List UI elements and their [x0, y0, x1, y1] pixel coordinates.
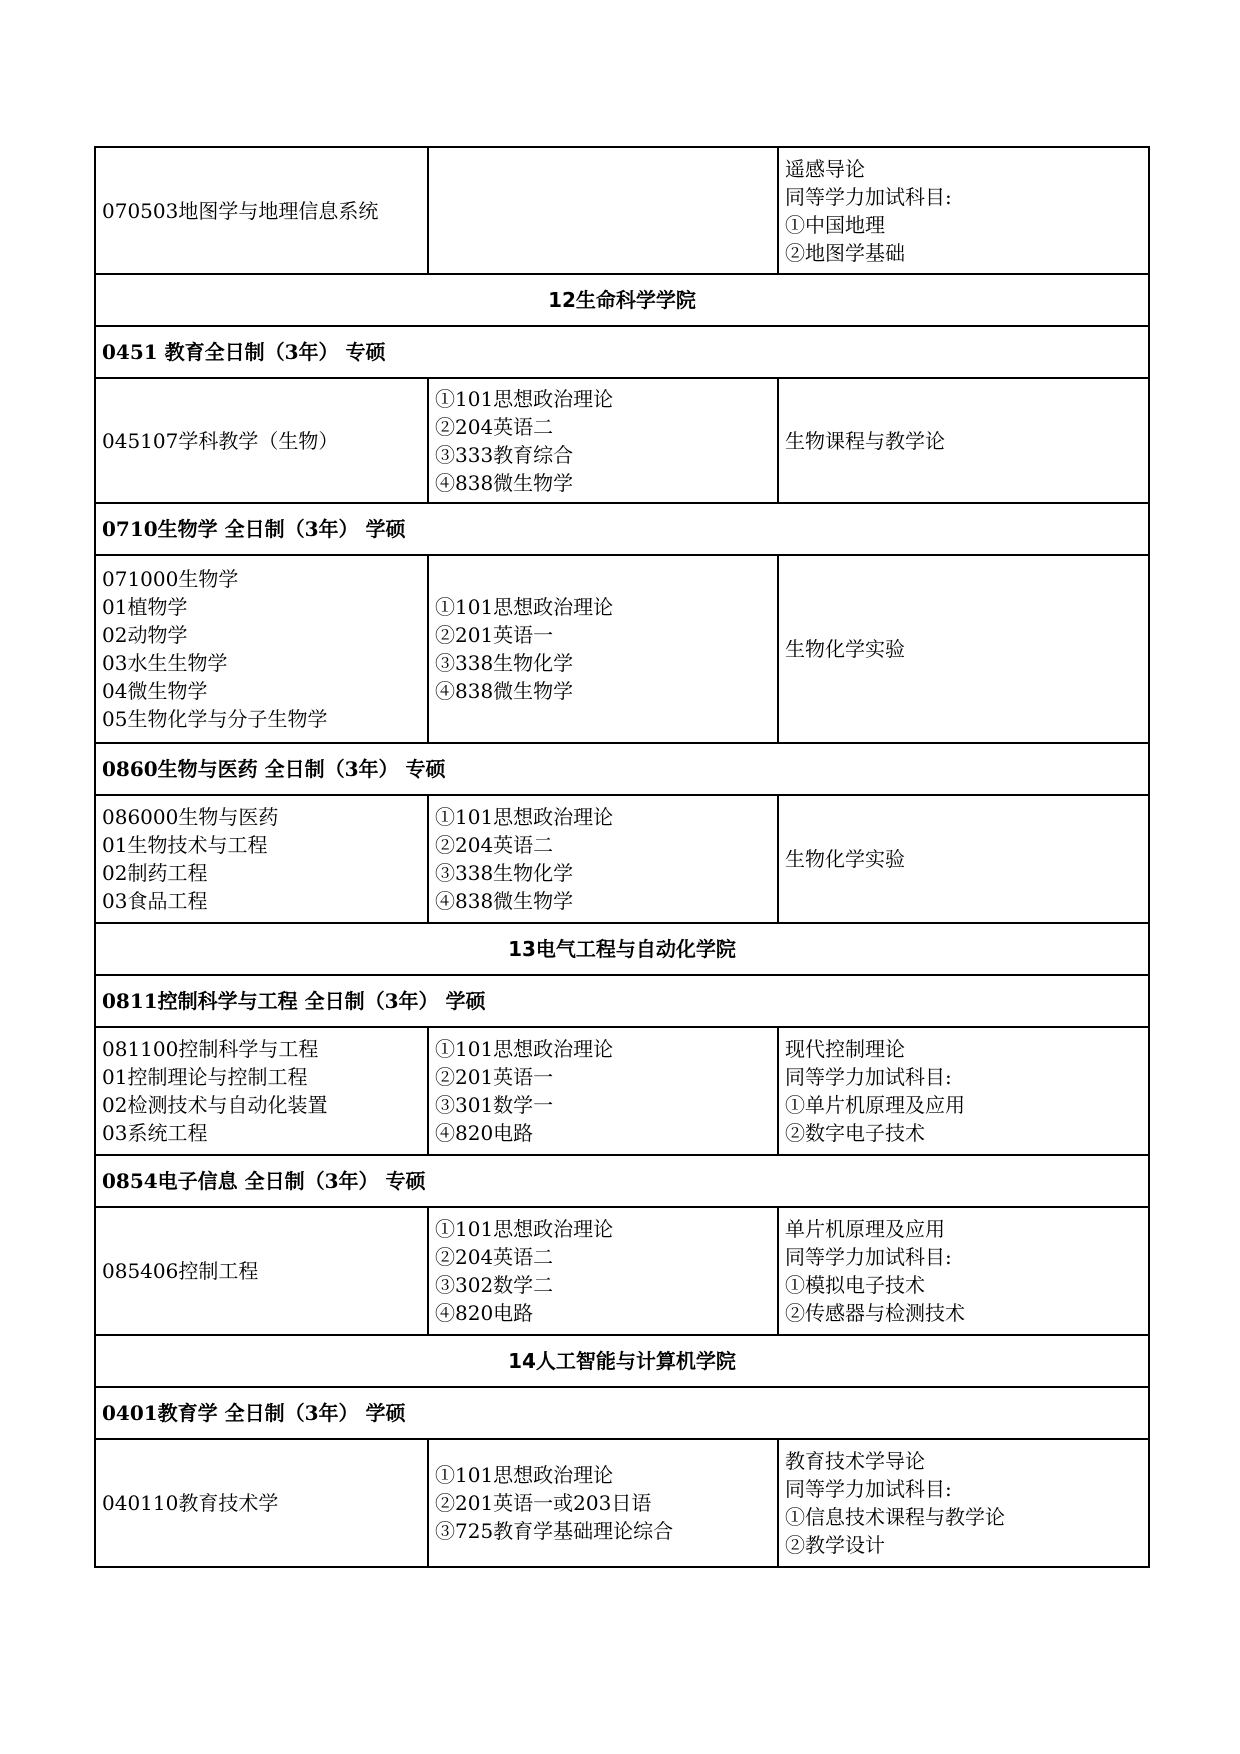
exam-subject: ①101思想政治理论	[435, 805, 614, 829]
exam-subject: ④820电路	[435, 1121, 534, 1145]
retest-subjects-cell	[778, 555, 1149, 743]
major-line: 01控制理论与控制工程	[102, 1065, 308, 1089]
major-cell	[95, 1207, 428, 1335]
table-row	[95, 378, 1149, 503]
exam-subjects-cell	[428, 1439, 778, 1567]
major-line: 02制药工程	[102, 861, 208, 885]
major-cell	[95, 147, 428, 274]
retest-subject: ①单片机原理及应用	[785, 1093, 965, 1117]
exam-subjects-cell	[428, 795, 778, 923]
major-line: 01生物技术与工程	[102, 833, 268, 857]
retest-subject: 遥感导论	[785, 156, 865, 181]
retest-subject: ②数字电子技术	[785, 1121, 925, 1145]
exam-subject: ③338生物化学	[435, 651, 574, 675]
major-line: 040110教育技术学	[102, 1491, 279, 1515]
retest-subject: ①模拟电子技术	[785, 1273, 925, 1297]
program-title: 0710生物学 全日制（3年） 学硕	[95, 503, 1149, 555]
major-cell	[95, 555, 428, 743]
table-row	[95, 147, 1149, 274]
exam-subject: ①101思想政治理论	[435, 1217, 614, 1241]
retest-subject: 同等学力加试科目:	[785, 184, 952, 209]
major-cell	[95, 378, 428, 503]
program-header-row	[95, 1155, 1149, 1207]
retest-subjects-cell	[778, 147, 1149, 274]
major-line: 01植物学	[102, 595, 188, 619]
major-line: 081100控制科学与工程	[102, 1037, 319, 1061]
exam-subject: ④820电路	[435, 1301, 534, 1325]
exam-subject: ①101思想政治理论	[435, 1037, 614, 1061]
table-row	[95, 1439, 1149, 1567]
retest-subject: ②地图学基础	[785, 240, 905, 265]
retest-subject: 教育技术学导论	[785, 1449, 925, 1473]
exam-subjects-cell	[428, 147, 778, 274]
retest-subject: ②传感器与检测技术	[785, 1301, 965, 1325]
exam-subject: ②201英语一或203日语	[435, 1491, 652, 1515]
college-title: 13电气工程与自动化学院	[95, 923, 1149, 975]
college-title: 12生命科学学院	[95, 274, 1149, 326]
retest-subject: 同等学力加试科目:	[785, 1245, 952, 1269]
exam-subject: ①101思想政治理论	[435, 386, 614, 411]
retest-subject: 生物化学实验	[785, 637, 905, 661]
exam-subjects-cell	[428, 555, 778, 743]
major-line: 03系统工程	[102, 1121, 208, 1145]
exam-subject: ①101思想政治理论	[435, 1463, 614, 1487]
exam-subject: ③301数学一	[435, 1093, 554, 1117]
program-header-row	[95, 503, 1149, 555]
table-row	[95, 555, 1149, 743]
major-line: 03食品工程	[102, 889, 208, 913]
college-header-row	[95, 274, 1149, 326]
exam-subject: ④838微生物学	[435, 470, 574, 495]
retest-subject: 生物课程与教学论	[785, 428, 945, 453]
retest-subject: ①中国地理	[785, 212, 885, 237]
retest-subjects-cell	[778, 378, 1149, 503]
exam-subject: ①101思想政治理论	[435, 595, 614, 619]
major-cell	[95, 1027, 428, 1155]
major-line: 086000生物与医药	[102, 805, 279, 829]
exam-subject: ③302数学二	[435, 1273, 554, 1297]
program-header-row	[95, 1387, 1149, 1439]
exam-subject: ③338生物化学	[435, 861, 574, 885]
major-line: 02动物学	[102, 623, 188, 647]
college-title: 14人工智能与计算机学院	[95, 1335, 1149, 1387]
program-title: 0811控制科学与工程 全日制（3年） 学硕	[95, 975, 1149, 1027]
major-line: 04微生物学	[102, 679, 208, 703]
program-header-row	[95, 743, 1149, 795]
retest-subject: 单片机原理及应用	[785, 1217, 945, 1241]
exam-subject: ②201英语一	[435, 1065, 554, 1089]
retest-subject: ②教学设计	[785, 1533, 885, 1557]
exam-subject: ④838微生物学	[435, 679, 574, 703]
retest-subjects-cell	[778, 1027, 1149, 1155]
retest-subject: 同等学力加试科目:	[785, 1065, 952, 1089]
college-header-row	[95, 923, 1149, 975]
major-line: 02检测技术与自动化装置	[102, 1093, 328, 1117]
exam-subjects-cell	[428, 378, 778, 503]
major-line: 071000生物学	[102, 567, 239, 591]
exam-subject: ③333教育综合	[435, 442, 574, 467]
major-line: 05生物化学与分子生物学	[102, 707, 328, 731]
exam-subject: ②204英语二	[435, 833, 554, 857]
retest-subject: 生物化学实验	[785, 847, 905, 871]
major-line: 045107学科教学（生物）	[102, 428, 339, 453]
program-header-row	[95, 975, 1149, 1027]
program-title: 0451 教育全日制（3年） 专硕	[95, 326, 1149, 378]
major-cell	[95, 795, 428, 923]
program-header-row	[95, 326, 1149, 378]
exam-subjects-cell	[428, 1027, 778, 1155]
major-line: 03水生生物学	[102, 651, 228, 675]
retest-subject: 同等学力加试科目:	[785, 1477, 952, 1501]
exam-subject: ②204英语二	[435, 1245, 554, 1269]
table-row	[95, 795, 1149, 923]
exam-subject: ④838微生物学	[435, 889, 574, 913]
retest-subjects-cell	[778, 795, 1149, 923]
table-row	[95, 1027, 1149, 1155]
exam-subject: ③725教育学基础理论综合	[435, 1519, 674, 1543]
exam-subject: ②204英语二	[435, 414, 554, 439]
major-cell	[95, 1439, 428, 1567]
major-line: 070503地图学与地理信息系统	[102, 198, 379, 223]
exam-subject: ②201英语一	[435, 623, 554, 647]
admissions-table	[94, 146, 1150, 1568]
program-title: 0854电子信息 全日制（3年） 专硕	[95, 1155, 1149, 1207]
program-title: 0860生物与医药 全日制（3年） 专硕	[95, 743, 1149, 795]
college-header-row	[95, 1335, 1149, 1387]
retest-subjects-cell	[778, 1439, 1149, 1567]
major-line: 085406控制工程	[102, 1259, 259, 1283]
exam-subjects-cell	[428, 1207, 778, 1335]
table-row	[95, 1207, 1149, 1335]
program-title: 0401教育学 全日制（3年） 学硕	[95, 1387, 1149, 1439]
retest-subject: 现代控制理论	[785, 1037, 905, 1061]
retest-subjects-cell	[778, 1207, 1149, 1335]
retest-subject: ①信息技术课程与教学论	[785, 1505, 1005, 1529]
